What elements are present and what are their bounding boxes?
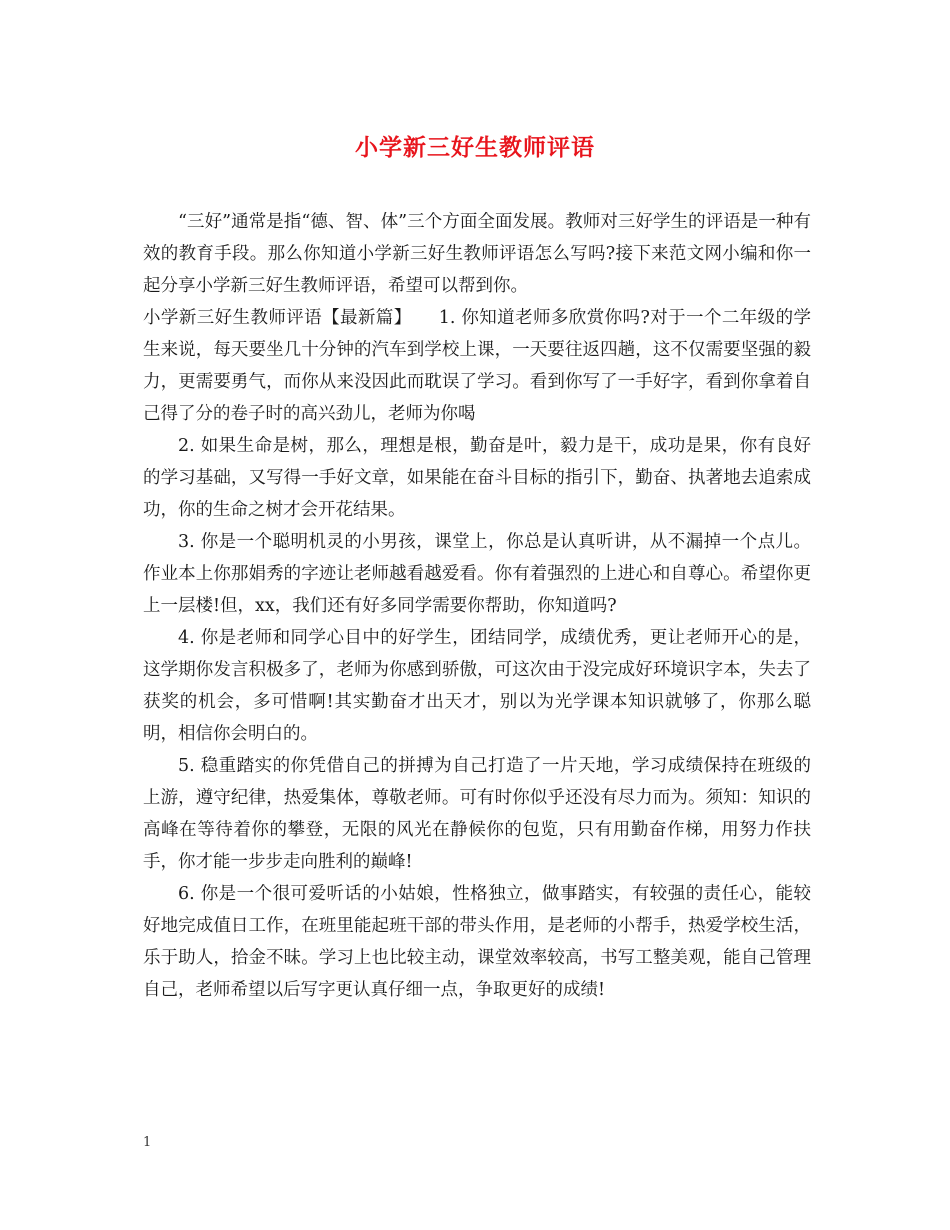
- comment-paragraph-4: 4. 你是老师和同学心目中的好学生，团结同学，成绩优秀，更让老师开心的是，这学期你发言积极多了，老师为你感到骄傲，可这次由于没完成好环境识字本，失去了获奖的机会，多可惜啊!其实勤奋才出天才，别以为光学课本知识就够了，你那么聪明，相信你会明白的。: [143, 628, 811, 744]
- comment-paragraph-3: 3. 你是一个聪明机灵的小男孩，课堂上，你总是认真听讲，从不漏掉一个点儿。作业本上你那娟秀的字迹让老师越看越爱看。你有着强烈的上进心和自尊心。希望你更上一层楼!但，xx，我们还有好多同学需要你帮助，你知道吗?: [143, 532, 811, 616]
- intro-paragraph: “三好”通常是指“德、智、体”三个方面全面发展。教师对三好学生的评语是一种有效的教育手段。那么你知道小学新三好生教师评语怎么写吗?接下来范文网小编和你一起分享小学新三好生教师评语，希望可以帮到你。: [143, 212, 811, 296]
- section-paragraph-1: 小学新三好生教师评语【最新篇】 1. 你知道老师多欣赏你吗?对于一个二年级的学生来说，每天要坐几十分钟的汽车到学校上课，一天要往返四趟，这不仅需要坚强的毅力，更需要勇气，而你从来没因此而耽误了学习。看到你写了一手好字，看到你拿着自己得了分的卷子时的高兴劲儿，老师为你喝: [143, 308, 811, 424]
- comment-paragraph-2: 2. 如果生命是树，那么，理想是根，勤奋是叶，毅力是干，成功是果，你有良好的学习基础，又写得一手好文章，如果能在奋斗目标的指引下，勤奋、执著地去追索成功，你的生命之树才会开花结果。: [143, 436, 811, 520]
- document-body: [143, 206, 811, 1006]
- document-title: 小学新三好生教师评语: [355, 134, 595, 161]
- comment-paragraph-6: 6. 你是一个很可爱听话的小姑娘，性格独立，做事踏实，有较强的责任心，能较好地完成值日工作，在班里能起班干部的带头作用，是老师的小帮手，热爱学校生活，乐于助人，拾金不昧。学习上也比较主动，课堂效率较高，书写工整美观，能自己管理自己，老师希望以后写字更认真仔细一点，争取更好的成绩!: [143, 884, 811, 1000]
- comment-paragraph-5: 5. 稳重踏实的你凭借自己的拼搏为自己打造了一片天地，学习成绩保持在班级的上游，遵守纪律，热爱集体，尊敬老师。可有时你似乎还没有尽力而为。须知：知识的高峰在等待着你的攀登，无限的风光在静候你的包览，只有用勤奋作梯，用努力作扶手，你才能一步步走向胜利的巅峰!: [143, 756, 811, 872]
- page-number: 1: [143, 1135, 152, 1150]
